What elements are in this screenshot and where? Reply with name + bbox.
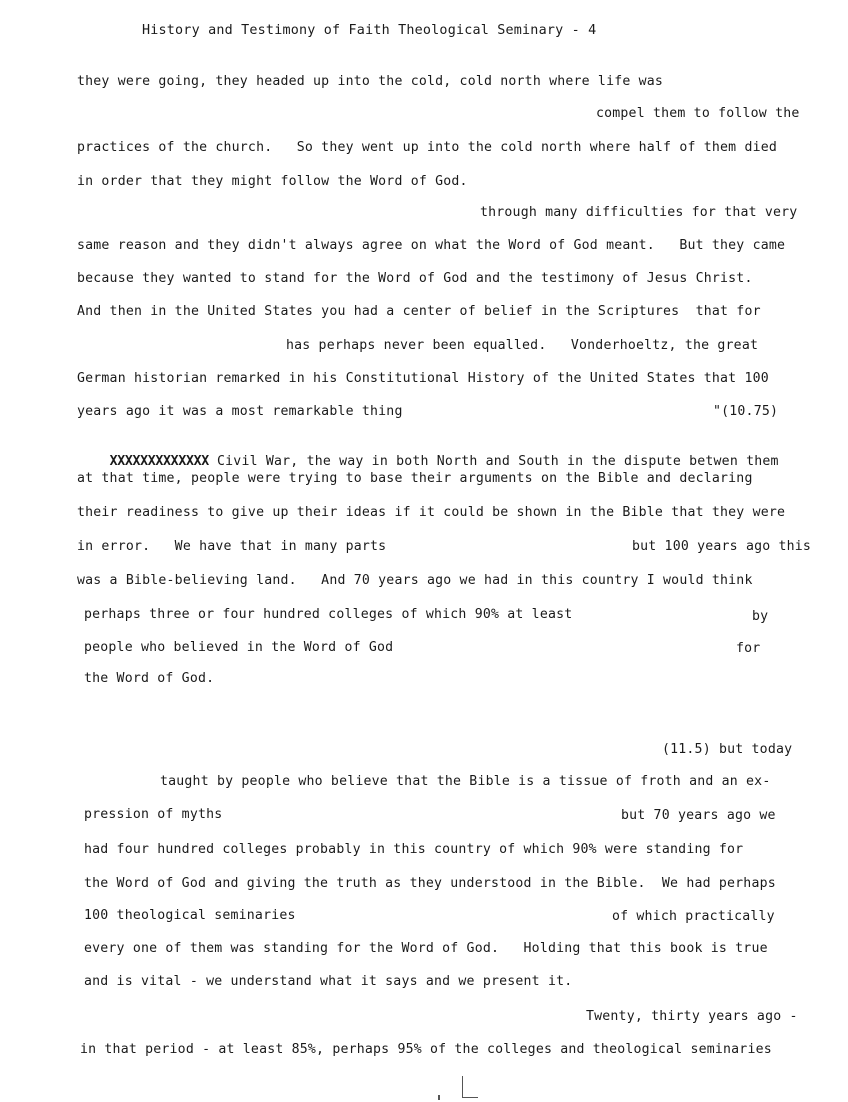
text-line: German historian remarked in his Constitutional History of the United States that 100	[77, 371, 769, 386]
text-line: compel them to follow the	[596, 106, 800, 121]
text-line: for	[736, 641, 761, 656]
text-line: has perhaps never been equalled. Vonderhoeltz, the great	[286, 338, 759, 353]
text-line: was a Bible-believing land. And 70 years ago we had in this country I would think	[77, 573, 753, 588]
text-line: through many difficulties for that very	[480, 205, 798, 220]
text-line: perhaps three or four hundred colleges of which 90% at least	[84, 607, 573, 622]
text-segment: Civil War, the way in both North and South in the dispute betwen them	[208, 454, 779, 469]
text-line: same reason and they didn't always agree on what the Word of God meant. But they came	[77, 238, 786, 253]
text-line: had four hundred colleges probably in this country of which 90% were standing for	[84, 842, 744, 857]
page-time-marker: "(10.75)	[713, 404, 779, 419]
text-line: in that period - at least 85%, perhaps 95% of the colleges and theological seminaries	[80, 1042, 772, 1057]
text-line: but 70 years ago we	[621, 808, 776, 823]
text-line: people who believed in the Word of God	[84, 640, 394, 655]
text-line: taught by people who believe that the Bible is a tissue of froth and an ex-	[160, 774, 771, 789]
text-line: at that time, people were trying to base their arguments on the Bible and declaring	[77, 471, 753, 486]
bottom-page-mark	[462, 1076, 463, 1098]
text-line: every one of them was standing for the Word of God. Holding that this book is true	[84, 941, 768, 956]
text-line: but 100 years ago this	[632, 539, 812, 554]
bottom-page-mark	[462, 1097, 478, 1098]
bottom-page-mark	[438, 1095, 440, 1100]
text-line: practices of the church. So they went up into the cold north where half of them died	[77, 140, 778, 155]
text-line: of which practically	[612, 909, 775, 924]
text-line: the Word of God and giving the truth as they understood in the Bible. We had perhaps	[84, 876, 776, 891]
text-line: pression of myths	[84, 807, 223, 822]
struck-out-text: XXXXXXXXXXXXX	[109, 454, 209, 469]
text-line: by	[752, 609, 769, 624]
text-line: the Word of God.	[84, 671, 215, 686]
page-time-marker: (11.5) but today	[662, 742, 793, 757]
text-line: because they wanted to stand for the Word of God and the testimony of Jesus Christ.	[77, 271, 753, 286]
text-line: in error. We have that in many parts	[77, 539, 387, 554]
text-line: and is vital - we understand what it says and we present it.	[84, 974, 573, 989]
text-line: they were going, they headed up into the cold, cold north where life was	[77, 74, 664, 89]
text-line: years ago it was a most remarkable thing	[77, 404, 403, 419]
text-line: in order that they might follow the Word of God.	[77, 174, 468, 189]
page-header: History and Testimony of Faith Theological Seminary - 4	[142, 23, 597, 38]
text-line: 100 theological seminaries	[84, 908, 296, 923]
text-line: And then in the United States you had a center of belief in the Scriptures that for	[77, 304, 761, 319]
text-line: their readiness to give up their ideas if it could be shown in the Bible that they were	[77, 505, 786, 520]
text-line: Twenty, thirty years ago -	[586, 1009, 798, 1024]
